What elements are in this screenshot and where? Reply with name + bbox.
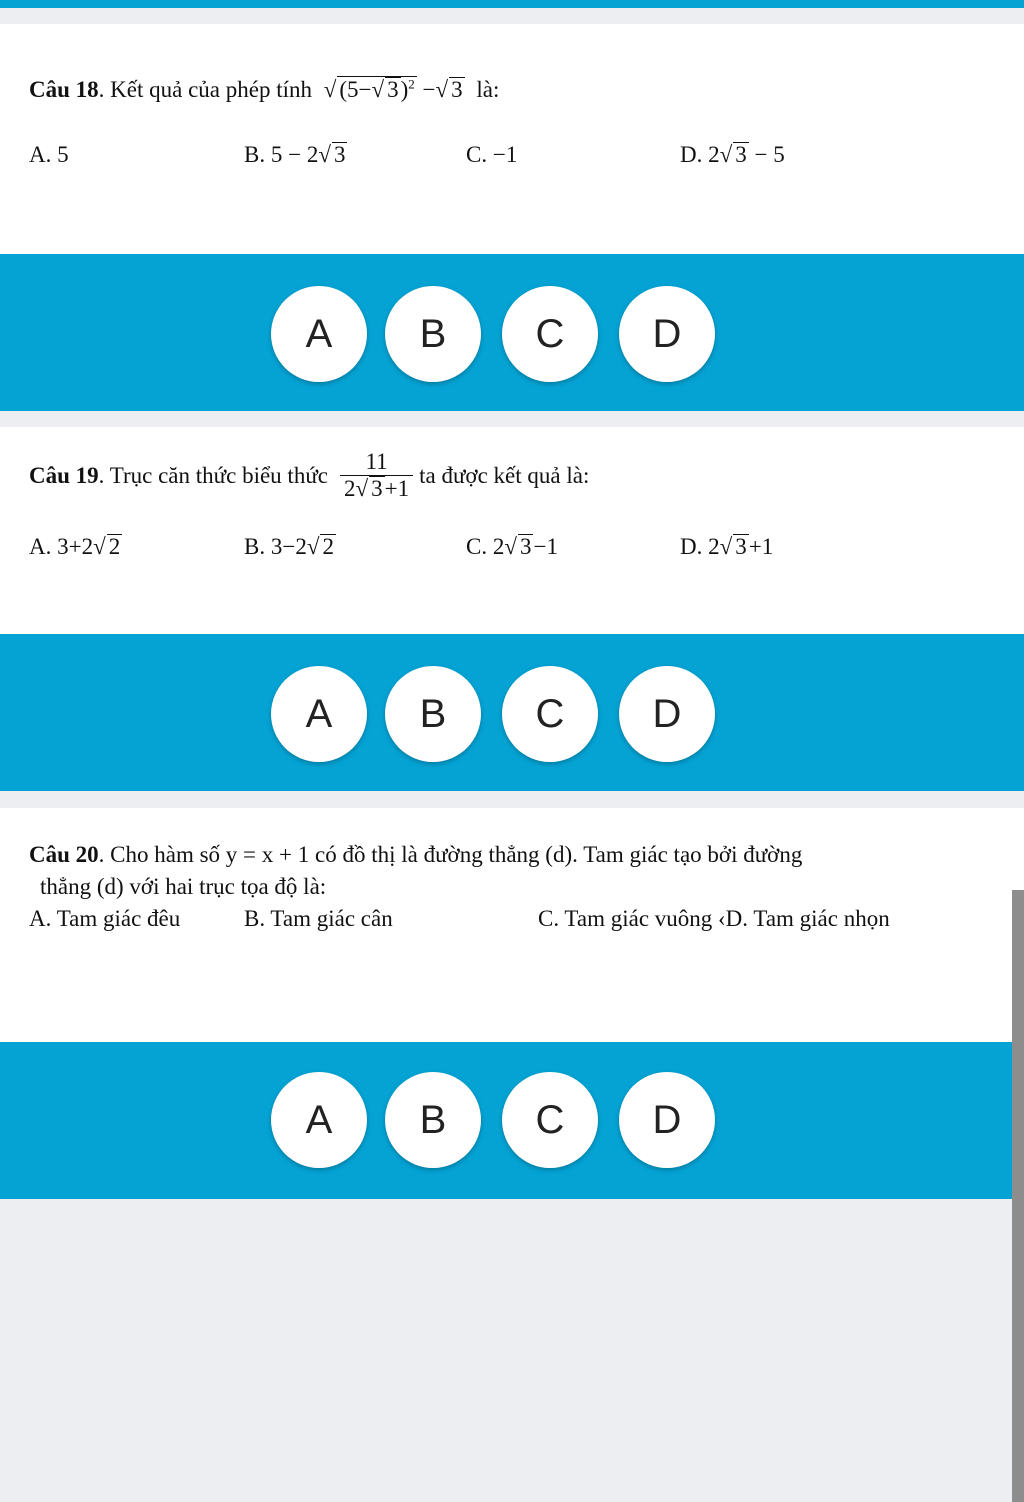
answer-20-c-button[interactable]: C	[502, 1072, 598, 1168]
answer-18-d-button[interactable]: D	[619, 286, 715, 382]
question-20-option-a: A. Tam giác đêu	[29, 906, 181, 931]
question-18-option-a: A. 5	[29, 142, 69, 167]
question-18-label: Câu 18	[29, 77, 99, 102]
scrollbar-thumb[interactable]	[1012, 890, 1024, 1502]
answer-18-a-button[interactable]: A	[271, 286, 367, 382]
answer-18-b-button[interactable]: B	[385, 286, 481, 382]
question-18-text: Câu 18. Kết quả của phép tính √ (5−√ 3)$^2$ −√ 3 là:	[29, 76, 500, 102]
answer-20-d-button[interactable]: D	[619, 1072, 715, 1168]
answer-band-19	[0, 634, 1024, 791]
answer-19-d-button[interactable]: D	[619, 666, 715, 762]
answer-18-c-button[interactable]: C	[502, 286, 598, 382]
question-18-option-b: B. 5 − 2√ 3	[244, 142, 346, 167]
question-19-option-a: A. 3+2√ 2	[29, 534, 121, 559]
answer-19-c-button[interactable]: C	[502, 666, 598, 762]
question-19-card	[0, 427, 1024, 634]
question-19-option-b: B. 3−2√ 2	[244, 534, 334, 559]
question-18-option-c: C. −1	[466, 142, 518, 167]
question-20-option-c-d: C. Tam giác vuông ‹D. Tam giác nhọn	[538, 906, 890, 931]
question-18-card	[0, 24, 1024, 254]
question-19-option-d: D. 2√ 3+1	[680, 534, 774, 559]
answer-20-b-button[interactable]: B	[385, 1072, 481, 1168]
question-19-option-c: C. 2√ 3−1	[466, 534, 558, 559]
answer-19-b-button[interactable]: B	[385, 666, 481, 762]
question-18-option-d: D. 2√ 3 − 5	[680, 142, 785, 167]
question-20-option-b: B. Tam giác cân	[244, 906, 393, 931]
question-20-text: Câu 20. Cho hàm số y = x + 1 có đồ thị là đường thẳng (d). Tam giác tạo bởi đường	[29, 842, 803, 867]
answer-20-a-button[interactable]: A	[271, 1072, 367, 1168]
answer-band-20	[0, 1042, 1024, 1199]
question-20-label: Câu 20	[29, 842, 99, 867]
question-20-card	[0, 808, 1024, 1042]
answer-band-18	[0, 254, 1024, 411]
question-19-label: Câu 19	[29, 462, 99, 488]
top-accent-bar	[0, 0, 1024, 8]
answer-19-a-button[interactable]: A	[271, 666, 367, 762]
question-19-fraction: $\frac{11}{2√ 3+1}$	[340, 449, 413, 502]
question-18-expression: √ (5−√ 3)$^2$ −√ 3	[323, 76, 463, 102]
question-20-text-line2: thẳng (d) với hai trục tọa độ là:	[40, 874, 327, 899]
question-19-text: Câu 19 . Trục căn thức biểu thức $\frac{11}{2√ 3+1}$ ta được kết quả là:	[29, 449, 590, 501]
